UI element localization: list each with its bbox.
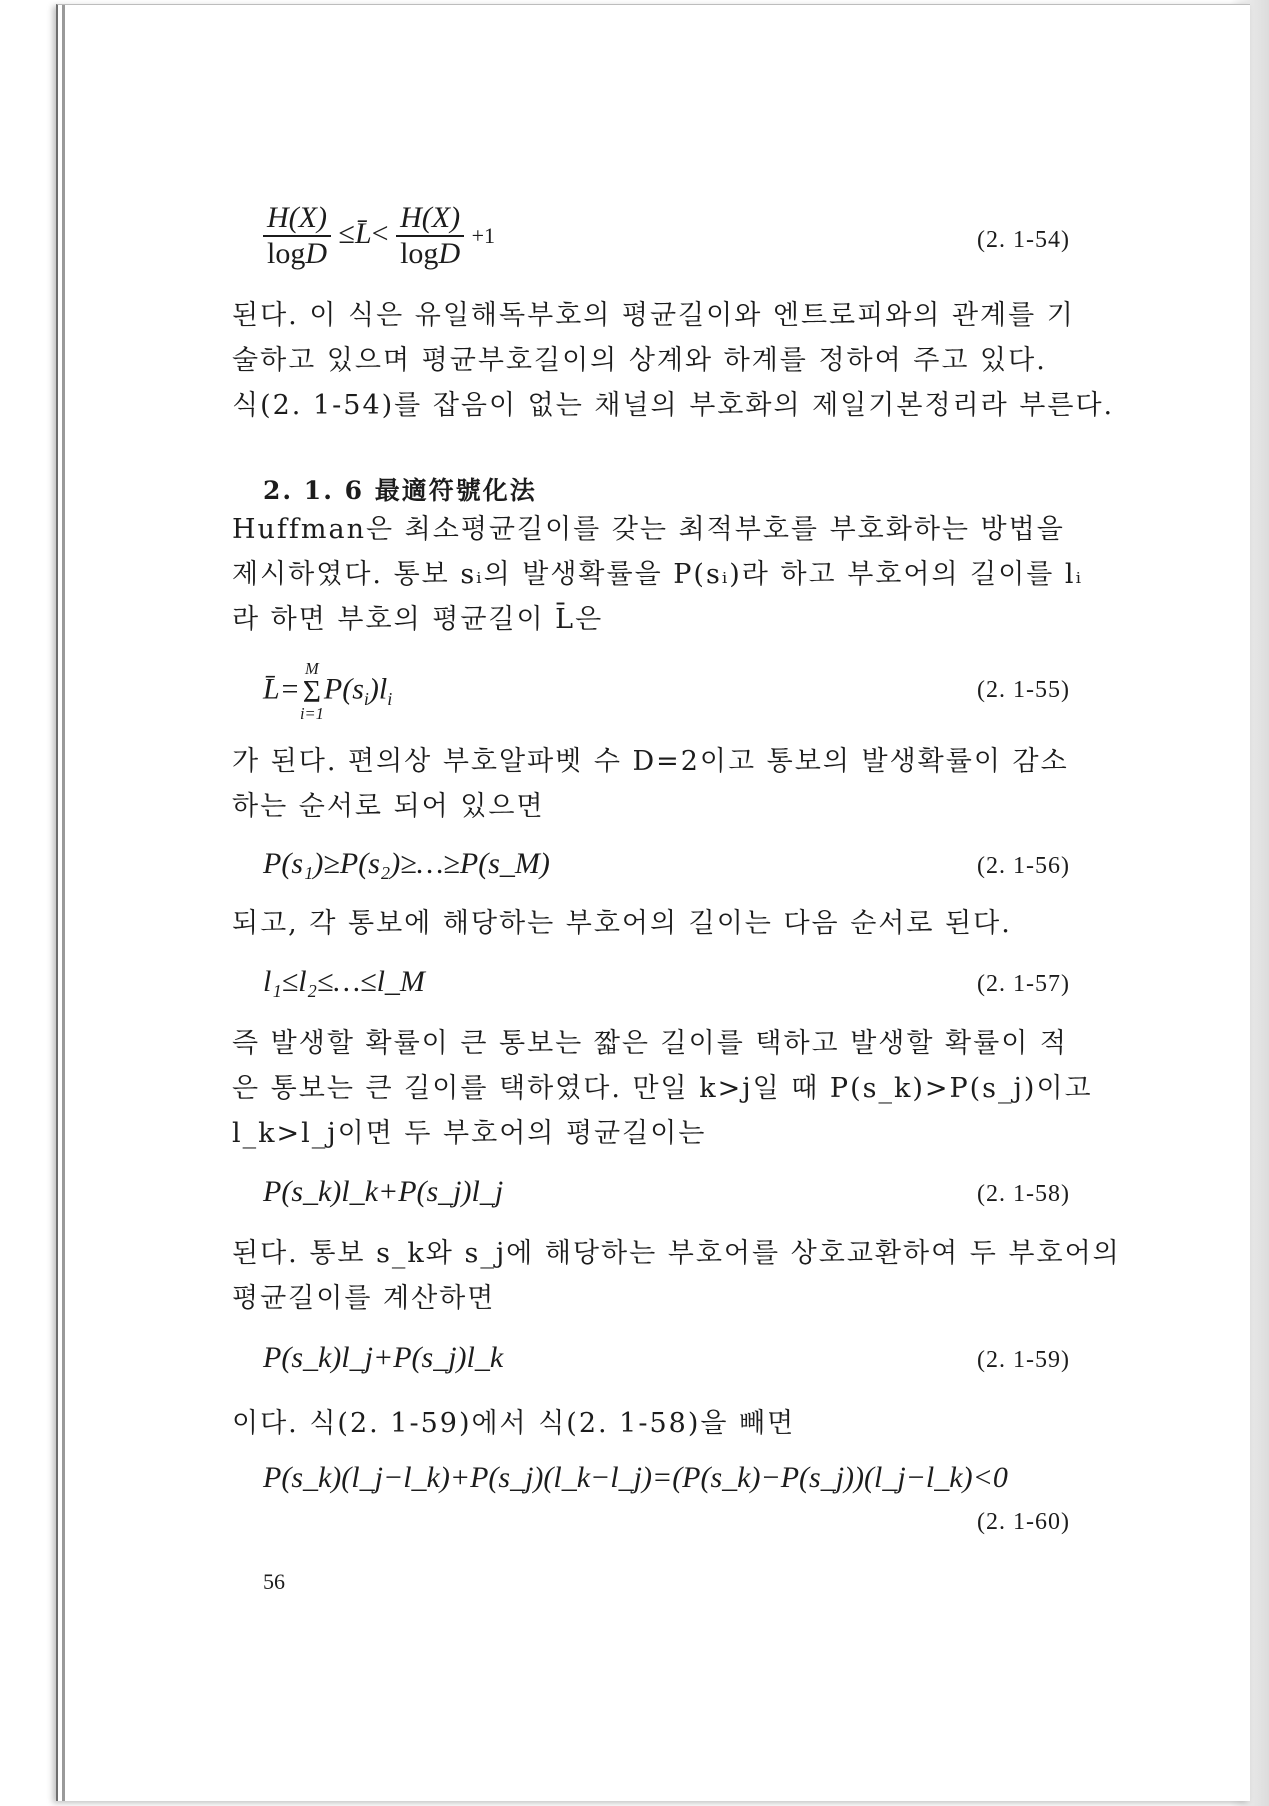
paragraph-line: 이다. 식(2. 1-59)에서 식(2. 1-58)을 빼면 [232, 1408, 796, 1439]
sum-symbol: Σ [302, 673, 322, 709]
paragraph-line: 된다. 통보 s_k와 s_j에 해당하는 부호어를 상호교환하여 두 부호어의 [232, 1238, 1121, 1269]
mean-length-symbol: L̄ [354, 216, 372, 250]
paragraph-line: 평균길이를 계산하면 [232, 1283, 496, 1314]
plus-one: +1 [471, 222, 496, 248]
paragraph-2 [232, 507, 1132, 642]
equation-number-56: (2. 1-56) [977, 853, 1070, 879]
equation-2-1-55 [263, 661, 392, 722]
equation-number-59: (2. 1-59) [977, 1347, 1070, 1373]
paragraph-line: 하는 순서로 되어 있으면 [232, 791, 545, 822]
equation-number-54: (2. 1-54) [977, 227, 1070, 253]
equation-2-1-60: P(s_k)(l_j−l_k)+P(s_j)(l_k−l_j)=(P(s_k)−P(s_j))(l_j−l_k)<0 [263, 1461, 1008, 1494]
relation-lt: < [371, 216, 389, 250]
paragraph-line: 가 된다. 편의상 부호알파벳 수 D=2이고 통보의 발생확률이 감소 [232, 746, 1069, 777]
equation-2-1-58: P(s_k)l_k+P(s_j)l_j [263, 1175, 504, 1208]
summation [300, 661, 324, 722]
paragraph-line: 제시하였다. 통보 sᵢ의 발생확률을 P(sᵢ)라 하고 부호어의 길이를 lᵢ [232, 559, 1084, 590]
equation-body: )l [368, 672, 388, 706]
relation-le: ≤ [338, 216, 355, 250]
fraction-numerator: H(X) [263, 201, 331, 237]
equation-number-60: (2. 1-60) [977, 1509, 1070, 1535]
paragraph-line: 은 통보는 큰 길이를 택하였다. 만일 k>j일 때 P(s_k)>P(s_j)이고 [232, 1073, 1093, 1104]
paragraph-line: 된다. 이 식은 유일해독부호의 평균길이와 엔트로피와의 관계를 기 [232, 300, 1075, 331]
paragraph-line: Huffman은 최소평균길이를 갖는 최적부호를 부호화하는 방법을 [232, 514, 1065, 545]
fraction-numerator: H(X) [396, 201, 464, 237]
paragraph-1 [232, 293, 1132, 428]
paragraph-line: 즉 발생할 확률이 큰 통보는 짧은 길이를 택하고 발생할 확률이 적 [232, 1028, 1068, 1059]
fraction-left [263, 201, 331, 271]
subscript: i [387, 688, 393, 709]
paragraph-line: 되고, 각 통보에 해당하는 부호어의 길이는 다음 순서로 된다. [232, 908, 1012, 939]
paragraph-line: 라 하면 부호의 평균길이 L̄은 [232, 604, 604, 635]
book-page [56, 4, 1250, 1801]
paragraph-7 [232, 1401, 1132, 1446]
equation-body: P(s [323, 672, 364, 706]
paragraph-line: 식(2. 1-54)를 잡음이 없는 채널의 부호화의 제일기본정리라 부른다. [232, 390, 1115, 421]
equation-number-57: (2. 1-57) [977, 971, 1070, 997]
subscript: i [363, 688, 369, 709]
page-number: 56 [263, 1569, 285, 1594]
sum-lower-limit: i=1 [299, 703, 324, 723]
paragraph-line: l_k>l_j이면 두 부호어의 평균길이는 [232, 1118, 707, 1149]
paragraph-6 [232, 1231, 1132, 1321]
equation-2-1-59: P(s_k)l_j+P(s_j)l_k [263, 1341, 504, 1374]
equation-2-1-56: P(s₁)≥P(s₂)≥…≥P(s_M) [263, 847, 550, 880]
equation-number-58: (2. 1-58) [977, 1181, 1070, 1207]
fraction-right [396, 201, 464, 271]
equation-2-1-57: l₁≤l₂≤…≤l_M [263, 965, 425, 998]
fraction-denominator: logD [400, 237, 461, 270]
section-heading: 2. 1. 6 最適符號化法 [263, 476, 537, 505]
mean-length-lhs: L̄= [263, 672, 300, 706]
paragraph-3 [232, 739, 1132, 829]
paragraph-line: 술하고 있으며 평균부호길이의 상계와 하계를 정하여 주고 있다. [232, 345, 1047, 376]
equation-2-1-54 [263, 201, 495, 271]
paragraph-4 [232, 901, 1132, 946]
equation-number-55: (2. 1-55) [977, 677, 1070, 703]
fraction-denominator: logD [267, 237, 328, 270]
paragraph-5 [232, 1021, 1132, 1156]
sum-upper-limit: M [305, 659, 319, 678]
